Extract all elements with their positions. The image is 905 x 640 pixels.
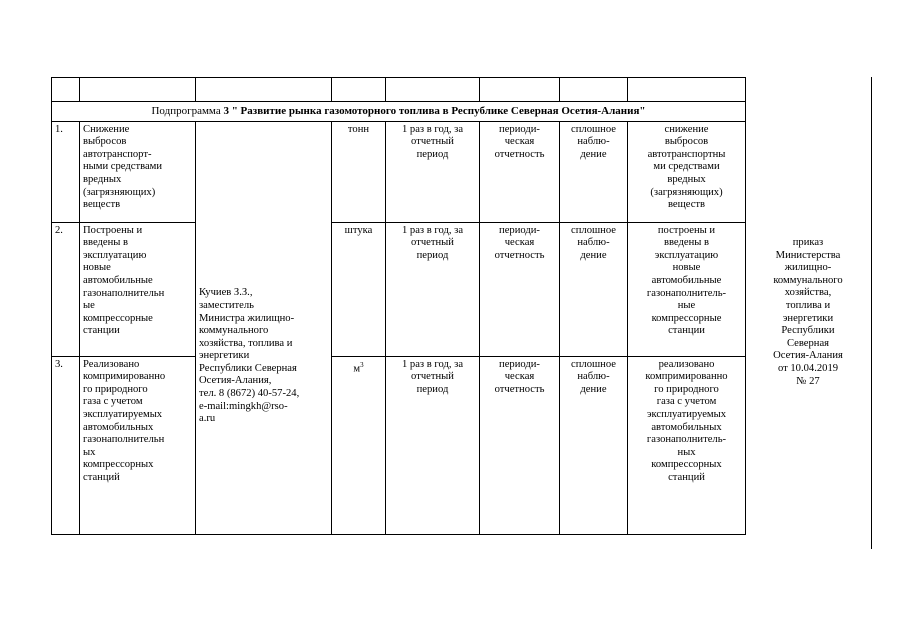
text-line: введены в — [663, 237, 710, 249]
text-line: построены и — [657, 224, 716, 236]
header-cell — [628, 78, 746, 102]
text-line: дение — [580, 148, 607, 160]
indicator-description — [628, 222, 746, 356]
text-line: наблю- — [577, 136, 610, 148]
text-line: тел. 8 (8672) 40-57-24, — [199, 388, 300, 400]
text-line: новые — [83, 262, 111, 274]
text-line: Республики Северная — [199, 362, 297, 374]
text-line: Республики — [781, 325, 835, 337]
text-line: компримированно — [83, 371, 166, 383]
text-line: Снижение — [83, 123, 130, 135]
header-cell — [332, 78, 386, 102]
subprogram-title — [52, 102, 746, 122]
coverage — [560, 222, 628, 356]
text-line: газонаполнитель- — [646, 434, 727, 446]
text-line: Кучиев З.З., — [199, 287, 253, 299]
text-line: вредных — [83, 173, 122, 185]
subprogram-prefix: Подпрограмма — [151, 105, 224, 117]
text-line: период — [416, 249, 449, 261]
text-line: газонаполнительн — [83, 434, 165, 446]
text-line: энергетики — [199, 350, 250, 362]
text-line: Осетия-Алания — [773, 350, 843, 362]
text-line: отчетность — [494, 383, 545, 395]
text-line: коммунального — [199, 325, 269, 337]
text-line: сплошное — [571, 358, 616, 370]
text-line: энергетики — [782, 312, 834, 324]
text-line: эксплуатируемых — [83, 408, 163, 420]
text-line: период — [416, 383, 449, 395]
table-row — [52, 222, 746, 356]
header-cell — [480, 78, 560, 102]
text-line: период — [416, 148, 449, 160]
text-line: компрессорные — [83, 312, 153, 324]
text-line: отчетность — [494, 148, 545, 160]
text-line: дение — [580, 249, 607, 261]
text-line: станций — [668, 471, 705, 483]
frequency — [386, 222, 480, 356]
text-line: хозяйства, топлива и — [199, 337, 293, 349]
text-line: эксплуатацию — [83, 249, 147, 261]
text-line: ческая — [504, 237, 535, 249]
text-line: коммунального — [773, 274, 843, 286]
text-line: автомобильных — [651, 421, 722, 433]
text-line: a.ru — [199, 413, 216, 425]
text-line: отчетный — [411, 237, 454, 249]
indicator-name — [80, 356, 196, 534]
text-line: периоди- — [499, 224, 540, 236]
text-line: Осетия-Алания, — [199, 375, 272, 387]
text-line: вредных — [667, 173, 706, 185]
text-line: газонаполнительн — [83, 287, 165, 299]
text-line: жилищно- — [784, 262, 832, 274]
text-line: наблю- — [577, 237, 610, 249]
text-line: веществ — [83, 199, 121, 211]
text-line: ные — [677, 300, 696, 312]
text-line: эксплуатацию — [654, 249, 719, 261]
coverage — [560, 121, 628, 222]
text-line: отчетность — [494, 249, 545, 261]
text-line: отчетный — [411, 136, 454, 148]
indicator-description — [628, 121, 746, 222]
indicator-name — [80, 121, 196, 222]
text-line: реализовано — [658, 358, 715, 370]
text-line: автотранспорт- — [83, 148, 152, 160]
text-line: компрессорных — [651, 459, 722, 471]
text-line: отчетный — [411, 371, 454, 383]
text-line: го природного — [83, 383, 148, 395]
unit: тонн — [332, 121, 386, 222]
text-line: Министра жилищно- — [199, 312, 295, 324]
text-line: станции — [668, 325, 705, 337]
method — [480, 356, 560, 534]
table-header-row — [52, 78, 746, 102]
text-line: автомобильных — [83, 421, 154, 433]
text-line: e-mail:mingkh@rso- — [199, 400, 288, 412]
text-line: Реализовано — [83, 358, 140, 370]
unit — [332, 356, 386, 534]
text-line: Северная — [786, 337, 830, 349]
indicator-description — [628, 356, 746, 534]
text-line: хозяйства, — [784, 287, 832, 299]
text-line: 1 раз в год, за — [401, 358, 464, 370]
text-line: снижение — [664, 123, 709, 135]
indicator-name — [80, 222, 196, 356]
text-line: газонаполнитель- — [646, 287, 727, 299]
text-line: топлива и — [785, 299, 831, 311]
text-line: (загрязняющих) — [83, 186, 156, 198]
normative-document — [744, 237, 872, 388]
text-line: новые — [672, 262, 701, 274]
table-row — [52, 121, 746, 222]
indicators-table — [51, 77, 746, 535]
row-number: 1. — [52, 121, 80, 222]
text-line: ными средствами — [83, 161, 163, 173]
text-line: веществ — [667, 199, 706, 211]
text-line: станции — [83, 325, 120, 337]
text-line: Построены и — [83, 224, 143, 236]
text-line: ых — [83, 446, 96, 458]
text-line: автомобильные — [83, 274, 153, 286]
text-line: ые — [83, 300, 95, 312]
text-line: Министерства — [775, 249, 841, 261]
text-line: выбросов — [83, 136, 127, 148]
header-cell — [52, 78, 80, 102]
unit-superscript: 3 — [360, 360, 364, 369]
text-line: (загрязняющих) — [650, 186, 723, 198]
text-line: выбросов — [664, 136, 709, 148]
text-line: 1 раз в год, за — [401, 123, 464, 135]
text-line: компрессорных — [83, 459, 154, 471]
document-column — [744, 77, 872, 549]
text-line: газа с учетом — [83, 396, 143, 408]
text-line: приказ — [792, 237, 824, 248]
row-number: 2. — [52, 222, 80, 356]
coverage — [560, 356, 628, 534]
header-cell — [196, 78, 332, 102]
text-line: эксплуатируемых — [646, 408, 727, 420]
text-line: компримированно — [645, 371, 728, 383]
frequency — [386, 121, 480, 222]
text-line: ческая — [504, 371, 535, 383]
text-line: сплошное — [571, 224, 616, 236]
text-line: го природного — [654, 383, 719, 395]
text-line: периоди- — [499, 358, 540, 370]
text-line: компрессорные — [651, 312, 722, 324]
text-line: наблю- — [577, 371, 610, 383]
table-row — [52, 356, 746, 534]
text-line: автотранспортны — [647, 148, 726, 160]
responsible-person — [196, 121, 332, 534]
header-cell — [80, 78, 196, 102]
subprogram-name: 3 " Развитие рынка газомоторного топлива в Республике Северная Осетия-Алания" — [223, 105, 646, 117]
row-number: 3. — [52, 356, 80, 534]
unit: штука — [332, 222, 386, 356]
text-line: сплошное — [571, 123, 616, 135]
unit-text: м — [353, 363, 361, 375]
text-line: периоди- — [499, 123, 540, 135]
text-line: ческая — [504, 136, 535, 148]
text-line: 1 раз в год, за — [401, 224, 464, 236]
text-line: дение — [580, 383, 607, 395]
text-line: станций — [83, 471, 120, 483]
text-line: ми средствами — [653, 161, 720, 173]
header-cell — [386, 78, 480, 102]
header-cell — [560, 78, 628, 102]
text-line: ных — [677, 446, 696, 458]
text-line: газа с учетом — [656, 396, 717, 408]
method — [480, 121, 560, 222]
text-line: от 10.04.2019 — [777, 362, 839, 374]
text-line: № 27 — [796, 375, 820, 387]
text-line: введены в — [83, 237, 129, 249]
text-line: заместитель — [199, 299, 255, 311]
text-line: автомобильные — [651, 274, 722, 286]
method — [480, 222, 560, 356]
subprogram-row — [52, 102, 746, 122]
frequency — [386, 356, 480, 534]
